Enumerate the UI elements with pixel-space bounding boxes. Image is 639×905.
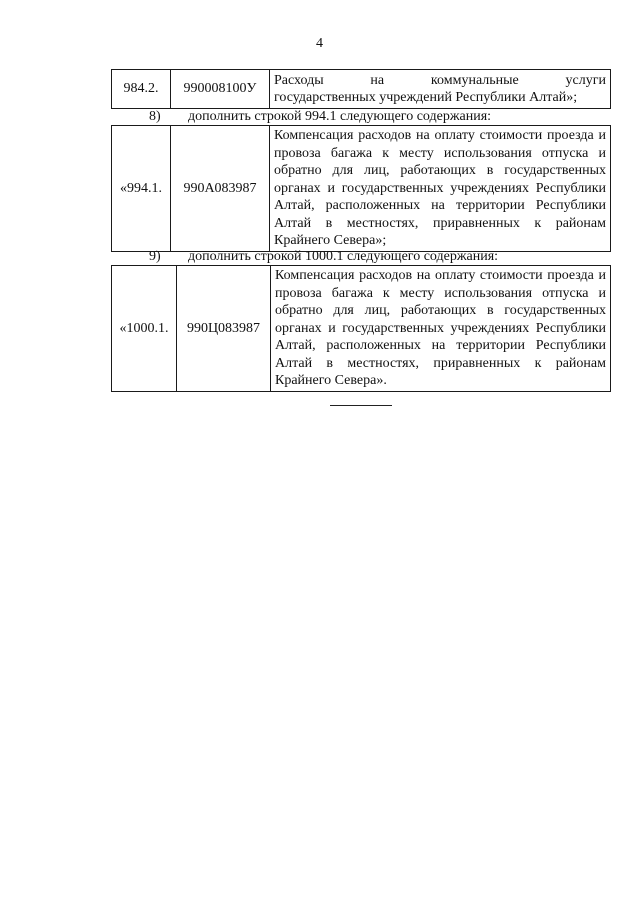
table-row — [112, 70, 611, 109]
row-description-cell — [270, 70, 611, 109]
end-of-document-rule — [330, 405, 392, 406]
table-row — [112, 266, 611, 392]
description-line-2: государственных учреждений Республики Алтай»; — [274, 90, 578, 105]
row-number-cell: 984.2. — [112, 70, 171, 109]
row-code-cell: 990Ц083987 — [177, 266, 271, 392]
instruction-text: дополнить строкой 994.1 следующего содержания: — [188, 109, 492, 124]
table-fragment-1000-1 — [111, 265, 610, 392]
row-code-cell: 990А083987 — [171, 126, 270, 252]
budget-table-row-994-1 — [111, 125, 611, 252]
instruction-text: дополнить строкой 1000.1 следующего содержания: — [188, 249, 499, 264]
instruction-9 — [111, 248, 610, 265]
table-fragment-994-1 — [111, 125, 610, 252]
budget-table-row-1000-1 — [111, 265, 611, 392]
row-description-cell: Компенсация расходов на оплату стоимости проезда и провоза багажа к месту использования отпуска и обратно для лиц, работающих в государственных органах и государственных учреждениях Республики Алтай, расположенных на территории Республики Алтай в местностях, приравненных к районам Крайнего Севера». — [271, 266, 611, 392]
row-number-cell: «994.1. — [112, 126, 171, 252]
description-line-1: Расходы на коммунальные услуги — [274, 72, 606, 88]
table-fragment-984-2 — [111, 69, 610, 109]
page-number: 4 — [316, 36, 323, 51]
instruction-8 — [111, 108, 610, 125]
budget-table-row-984-2 — [111, 69, 611, 109]
instruction-number: 9) — [149, 249, 161, 264]
table-row — [112, 126, 611, 252]
row-code-cell: 990008100У — [171, 70, 270, 109]
row-description-cell: Компенсация расходов на оплату стоимости проезда и провоза багажа к месту использования отпуска и обратно для лиц, работающих в государственных органах и государственных учреждениях Республики Алтай, расположенных на территории Республики Алтай в местностях, приравненных к районам Крайнего Севера»; — [270, 126, 611, 252]
row-number-cell: «1000.1. — [112, 266, 177, 392]
instruction-number: 8) — [149, 109, 161, 124]
